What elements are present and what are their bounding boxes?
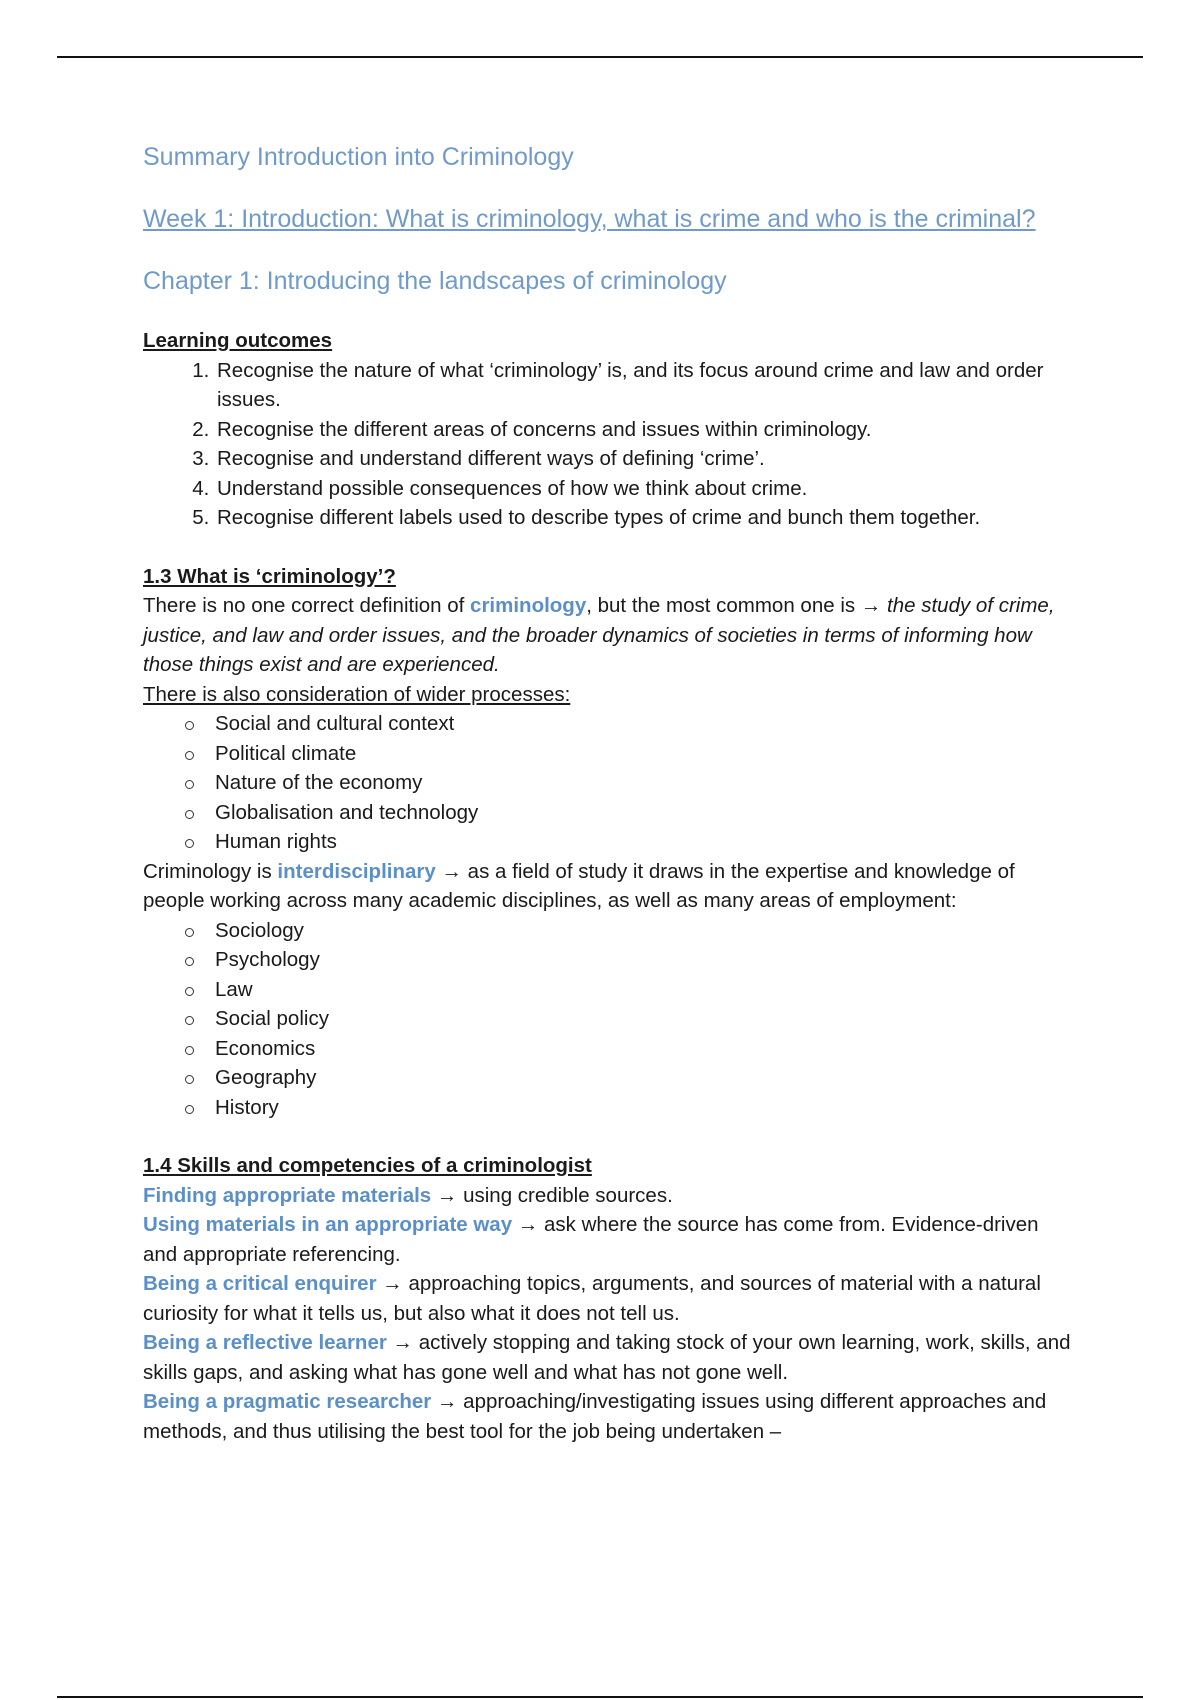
list-item: Sociology (215, 916, 1073, 946)
skill-text: using credible sources. (457, 1183, 673, 1207)
list-item: 2. Recognise the different areas of concerns and issues within criminology. (215, 415, 1073, 445)
arrow-right-icon: → (436, 1390, 458, 1413)
list-item: Psychology (215, 945, 1073, 975)
list-item: Geography (215, 1063, 1073, 1093)
list-item: Globalisation and technology (215, 798, 1073, 828)
intro-text: There is no one correct definition of (143, 594, 471, 617)
arrow-right-icon: → (517, 1213, 539, 1236)
skill-paragraph (143, 1181, 1073, 1211)
wider-processes-list (143, 709, 1073, 857)
skill-term: Being a reflective learner (143, 1331, 387, 1354)
list-item: Social policy (215, 1004, 1073, 1034)
list-item: Law (215, 975, 1073, 1005)
list-item: 5. Recognise different labels used to describe types of crime and bunch them together. (215, 503, 1073, 533)
arrow-right-icon: → (436, 1183, 458, 1207)
list-item: History (215, 1093, 1073, 1123)
skill-text: ask where the source has come from. Evidence-driven and appropriate referencing. (143, 1213, 1039, 1266)
learning-outcomes-list (143, 356, 1073, 533)
skill-paragraph (143, 1387, 1073, 1446)
arrow-right-icon: → (392, 1331, 414, 1354)
chapter-title: Chapter 1: Introducing the landscapes of criminology (143, 267, 727, 295)
document-body (143, 140, 1073, 1446)
list-item: 4. Understand possible consequences of how we think about crime. (215, 474, 1073, 504)
week-title: Week 1: Introduction: What is criminology, what is crime and who is the criminal? (143, 205, 1036, 233)
page-bottom-rule (57, 1696, 1143, 1698)
term-criminology: criminology (470, 594, 587, 617)
criminology-definition-paragraph (143, 591, 1073, 680)
skill-paragraph (143, 1269, 1073, 1328)
disciplines-list (143, 916, 1073, 1123)
list-item: 1. Recognise the nature of what ‘criminology’ is, and its focus around crime and law and order issues. (215, 356, 1073, 415)
wider-processes-heading: There is also consideration of wider processes: (143, 682, 571, 706)
learning-outcomes-heading: Learning outcomes (143, 329, 333, 352)
document-title: Summary Introduction into Criminology (143, 143, 574, 171)
interdisciplinary-paragraph (143, 857, 1073, 916)
skill-text: approaching topics, arguments, and sources of material with a natural curiosity for what it tells us, but also what it does not tell us. (143, 1272, 1041, 1325)
interdisciplinary-text: Criminology is (143, 859, 278, 883)
skill-text: actively stopping and taking stock of your own learning, work, skills, and skills gaps, and asking what has gone well and what has not gone well. (143, 1331, 1071, 1384)
list-item: Human rights (215, 827, 1073, 857)
skill-term: Being a pragmatic researcher (143, 1390, 432, 1413)
arrow-right-icon: → (382, 1272, 403, 1295)
list-item: Social and cultural context (215, 709, 1073, 739)
list-item: Political climate (215, 739, 1073, 769)
skill-text: approaching/investigating issues using different approaches and methods, and thus utilising the best tool for the job being undertaken – (143, 1390, 1047, 1443)
skill-paragraph (143, 1328, 1073, 1387)
page-top-rule (57, 56, 1143, 58)
term-interdisciplinary: interdisciplinary (277, 859, 436, 883)
list-item: Economics (215, 1034, 1073, 1064)
arrow-right-icon: → (441, 859, 462, 883)
arrow-right-icon: → (860, 594, 882, 617)
list-item: 3. Recognise and understand different ways of defining ‘crime’. (215, 444, 1073, 474)
skill-paragraph (143, 1210, 1073, 1269)
list-item: Nature of the economy (215, 768, 1073, 798)
skill-term: Using materials in an appropriate way (143, 1213, 513, 1236)
skill-term: Finding appropriate materials (143, 1183, 432, 1207)
skill-term: Being a critical enquirer (143, 1272, 377, 1295)
section-1-4-heading: 1.4 Skills and competencies of a criminologist (143, 1154, 592, 1177)
definition-text: the study of crime, justice, and law and order issues, and the broader dynamics of societies in terms of informing how those things exist and are experienced. (143, 594, 1055, 676)
intro-text-after: , but the most common one is (586, 594, 861, 617)
section-1-3-heading: 1.3 What is ‘criminology’? (143, 564, 396, 588)
interdisciplinary-text-after: as a field of study it draws in the expertise and knowledge of people working across many academic disciplines, as well as many areas of employment: (143, 859, 1015, 912)
